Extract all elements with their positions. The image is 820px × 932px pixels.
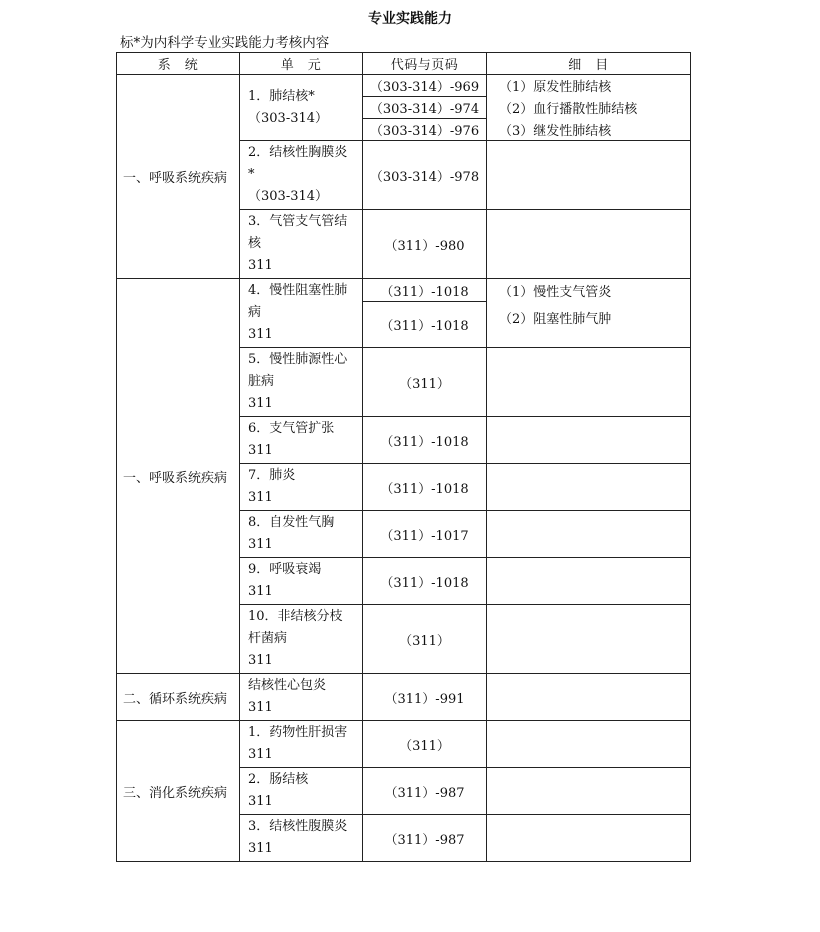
- code-cell: （311）-1018: [363, 558, 487, 605]
- unit-cell: 10．非结核分枝 杆菌病 311: [240, 605, 363, 674]
- detail-cell: [487, 417, 691, 464]
- code-cell: （311）: [363, 605, 487, 674]
- code-cell: （311）-980: [363, 210, 487, 279]
- code-cell: （311）-987: [363, 768, 487, 815]
- header-row: [117, 53, 691, 75]
- detail-cell: [487, 511, 691, 558]
- unit-cell: 8．自发性气胸 311: [240, 511, 363, 558]
- header-unit: 单 元: [240, 53, 363, 75]
- code-cell: （311）-1018: [363, 302, 487, 348]
- code-cell: （311）: [363, 348, 487, 417]
- unit-cell: 3．结核性腹膜炎 311: [240, 815, 363, 862]
- header-detail: 细 目: [487, 53, 691, 75]
- unit-cell: 结核性心包炎 311: [240, 674, 363, 721]
- table-row: [117, 75, 691, 97]
- system-cell: 三、消化系统疾病: [117, 721, 240, 862]
- code-cell: （311）-991: [363, 674, 487, 721]
- detail-cell: [487, 348, 691, 417]
- code-cell: （311）-1018: [363, 464, 487, 511]
- detail-cell: [487, 558, 691, 605]
- system-cell: 一、呼吸系统疾病: [117, 279, 240, 674]
- unit-cell: 1．药物性肝损害 311: [240, 721, 363, 768]
- code-cell: （311）-1018: [363, 417, 487, 464]
- syllabus-table: [116, 52, 691, 862]
- page-title: 专业实践能力: [368, 11, 452, 27]
- code-cell: （311）: [363, 721, 487, 768]
- table-row: [117, 721, 691, 768]
- detail-cell: [487, 815, 691, 862]
- header-code: 代码与页码: [363, 53, 487, 75]
- table-row: [117, 279, 691, 302]
- detail-cell: [487, 768, 691, 815]
- table-row: [117, 674, 691, 721]
- detail-cell: [487, 141, 691, 210]
- detail-cell: （2）血行播散性肺结核: [487, 97, 691, 119]
- code-cell: （303-314）-978: [363, 141, 487, 210]
- detail-cell: （1）慢性支气管炎: [487, 279, 691, 302]
- code-cell: （311）-1017: [363, 511, 487, 558]
- note-text: 标*为内科学专业实践能力考核内容: [120, 35, 330, 51]
- detail-cell: （1）原发性肺结核: [487, 75, 691, 97]
- detail-cell: [487, 464, 691, 511]
- unit-cell: 5．慢性肺源性心 脏病 311: [240, 348, 363, 417]
- system-cell: 二、循环系统疾病: [117, 674, 240, 721]
- code-cell: （303-314）-976: [363, 119, 487, 141]
- unit-cell: 2．肠结核 311: [240, 768, 363, 815]
- unit-cell: 6．支气管扩张 311: [240, 417, 363, 464]
- code-cell: （311）-1018: [363, 279, 487, 302]
- unit-cell: 7．肺炎 311: [240, 464, 363, 511]
- unit-cell: 4．慢性阻塞性肺 病 311: [240, 279, 363, 348]
- detail-cell: （2）阻塞性肺气肿: [487, 302, 691, 348]
- header-system: 系 统: [117, 53, 240, 75]
- unit-cell: 9．呼吸衰竭 311: [240, 558, 363, 605]
- detail-cell: [487, 674, 691, 721]
- code-cell: （311）-987: [363, 815, 487, 862]
- system-cell: 一、呼吸系统疾病: [117, 75, 240, 279]
- detail-cell: （3）继发性肺结核: [487, 119, 691, 141]
- code-cell: （303-314）-969: [363, 75, 487, 97]
- code-cell: （303-314）-974: [363, 97, 487, 119]
- detail-cell: [487, 210, 691, 279]
- unit-cell: 1．肺结核* （303-314）: [240, 75, 363, 141]
- unit-cell: 3．气管支气管结 核 311: [240, 210, 363, 279]
- unit-cell: 2．结核性胸膜炎 * （303-314）: [240, 141, 363, 210]
- detail-cell: [487, 721, 691, 768]
- detail-cell: [487, 605, 691, 674]
